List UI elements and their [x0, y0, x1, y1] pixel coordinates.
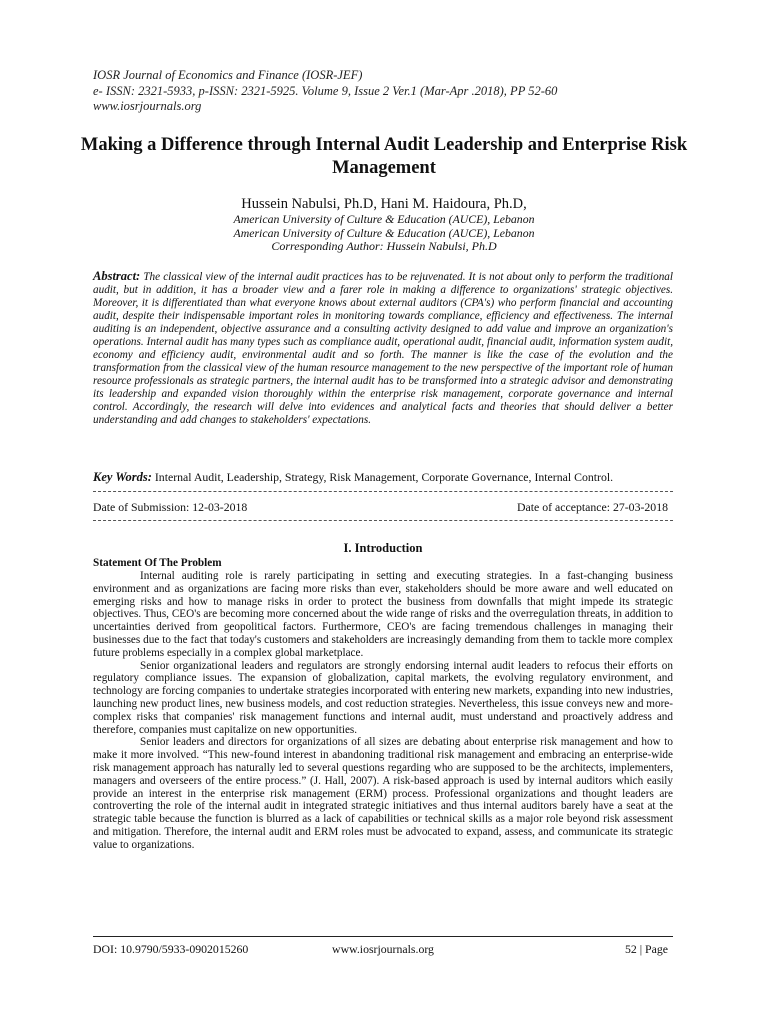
submission-date: Date of Submission: 12-03-2018 — [93, 500, 248, 514]
corresponding-author: Corresponding Author: Hussein Nabulsi, Ph.D — [271, 239, 497, 253]
affiliations — [60, 213, 708, 240]
keywords-label: Key Words: — [93, 470, 152, 484]
paragraph: Internal auditing role is rarely participating in setting and executing strategies. In a fast-changing business environment and as organizations are facing more risks than ever, stakeholders should be more aware and well educated on emerging risks and how to manage risks in order to protect the business from downfalls that might impede its strategic objectives. Thus, CEO's are becoming more concerned about the wide range of risks and the overregulation threats, in addition to uncertainties derived from geopolitical factors. Furthermore, CEO's are facing tremendous challenges in managing their businesses due to the fact that today's customers and stakeholders are increasingly demanding from them to tackle more complex future problems especially in a complex global marketplace. — [93, 570, 673, 659]
affiliation-1: American University of Culture & Education (AUCE), Lebanon — [233, 212, 535, 226]
abstract — [93, 270, 673, 427]
body-text — [93, 570, 673, 852]
paragraph: Senior leaders and directors for organizations of all sizes are debating about enterprise risk management and how to make it more involved. “This new-found interest in abandoning traditional risk management and embracing an enterprise-wide risk management approach has naturally led to several questions regarding who are supposed to be the architects, implementers, managers and overseers of the entire process.” (J. Hall, 2007). A risk-based approach is used by internal auditors which easily provide an interest in the enterprise risk management (ERM) process. Professional organizations and thought leaders are controverting the role of the internal audit in integrated strategic initiatives and thus internal auditors barely have a seat at the strategic table because the function is blurred as a lack of capabilities or technical skills as a major role beyond risk assessment and mitigation. Therefore, the internal audit and ERM roles must be advocated to expand, assess, and communicate its strategic value to organizations. — [93, 736, 673, 851]
page-footer — [93, 942, 673, 956]
authors: Hussein Nabulsi, Ph.D, Hani M. Haidoura, Ph.D, — [241, 196, 527, 212]
keywords — [93, 470, 673, 484]
paper-title: Making a Difference through Internal Audit Leadership and Enterprise Risk Management — [80, 135, 688, 178]
footer-doi: DOI: 10.9790/5933-0902015260 — [93, 942, 249, 956]
section-subheading: Statement Of The Problem — [93, 557, 222, 569]
acceptance-date: Date of acceptance: 27-03-2018 — [517, 500, 668, 514]
keywords-text: Internal Audit, Leadership, Strategy, Risk Management, Corporate Governance, Internal Control. — [154, 470, 614, 484]
journal-header — [93, 68, 557, 115]
divider-top — [93, 491, 673, 492]
dates-row — [93, 500, 673, 514]
footer-website: www.iosrjournals.org — [332, 942, 434, 956]
footer-rule — [93, 936, 673, 937]
page-number: 52 | Page — [625, 942, 668, 956]
abstract-label: Abstract: — [93, 269, 141, 283]
abstract-text: The classical view of the internal audit practices has to be rejuvenated. It is not about only to perform the traditional audit, but in addition, it has a broader view and a farer role in making a difference to organizations' strategic objectives. Moreover, it is differentiated than what everyone knows about external auditors (CPA's) who perform financial and accounting audit, despite their indispensable important roles in monitoring towards compliance, efficiency and effectiveness. The internal auditing is an independent, objective assurance and a consulting activity designed to add value and improve an organization's operations. Internal audit has many types such as compliance audit, operational audit, financial audit, information system audit, economy and efficiency audit, environmental audit and so forth. The manner is like the case of the evolution and the transformation from the classical view of the human resource management to the new perspective of the important role of human resource professionals as strategic partners, the internal audit has to be transformed into a strategic advisor and demonstrating its leadership and expanded vision thoroughly within the enterprise risk management, corporate governance and internal control. Accordingly, the research will delve into evidences and analytical facts and theories that should deliver a better understanding and add changes to stakeholders' expectations. — [93, 271, 674, 426]
section-heading: I. Introduction — [343, 541, 423, 555]
divider-bottom — [93, 520, 673, 521]
paragraph: Senior organizational leaders and regulators are strongly endorsing internal audit leaders to refocus their efforts on regulatory compliance issues. The expansion of globalization, capital markets, the evolving regulatory environment, and technology are forcing companies to undertake strategies incorporated with entering new markets, expanding into new industries, launching new product lines, new business models, and cost reduction strategies. Nevertheless, this issue conveys new and more-complex risks that companies' risk management functions and internal audit, must understand and proactively address and therefore, companies must capitalize on new opportunities. — [93, 659, 673, 736]
affiliation-2: American University of Culture & Education (AUCE), Lebanon — [233, 225, 535, 240]
journal-name: IOSR Journal of Economics and Finance (IOSR-JEF) — [93, 68, 363, 82]
journal-website: www.iosrjournals.org — [93, 99, 202, 113]
journal-issn: e- ISSN: 2321-5933, p-ISSN: 2321-5925. Volume 9, Issue 2 Ver.1 (Mar-Apr .2018), PP 52-60 — [93, 83, 558, 98]
